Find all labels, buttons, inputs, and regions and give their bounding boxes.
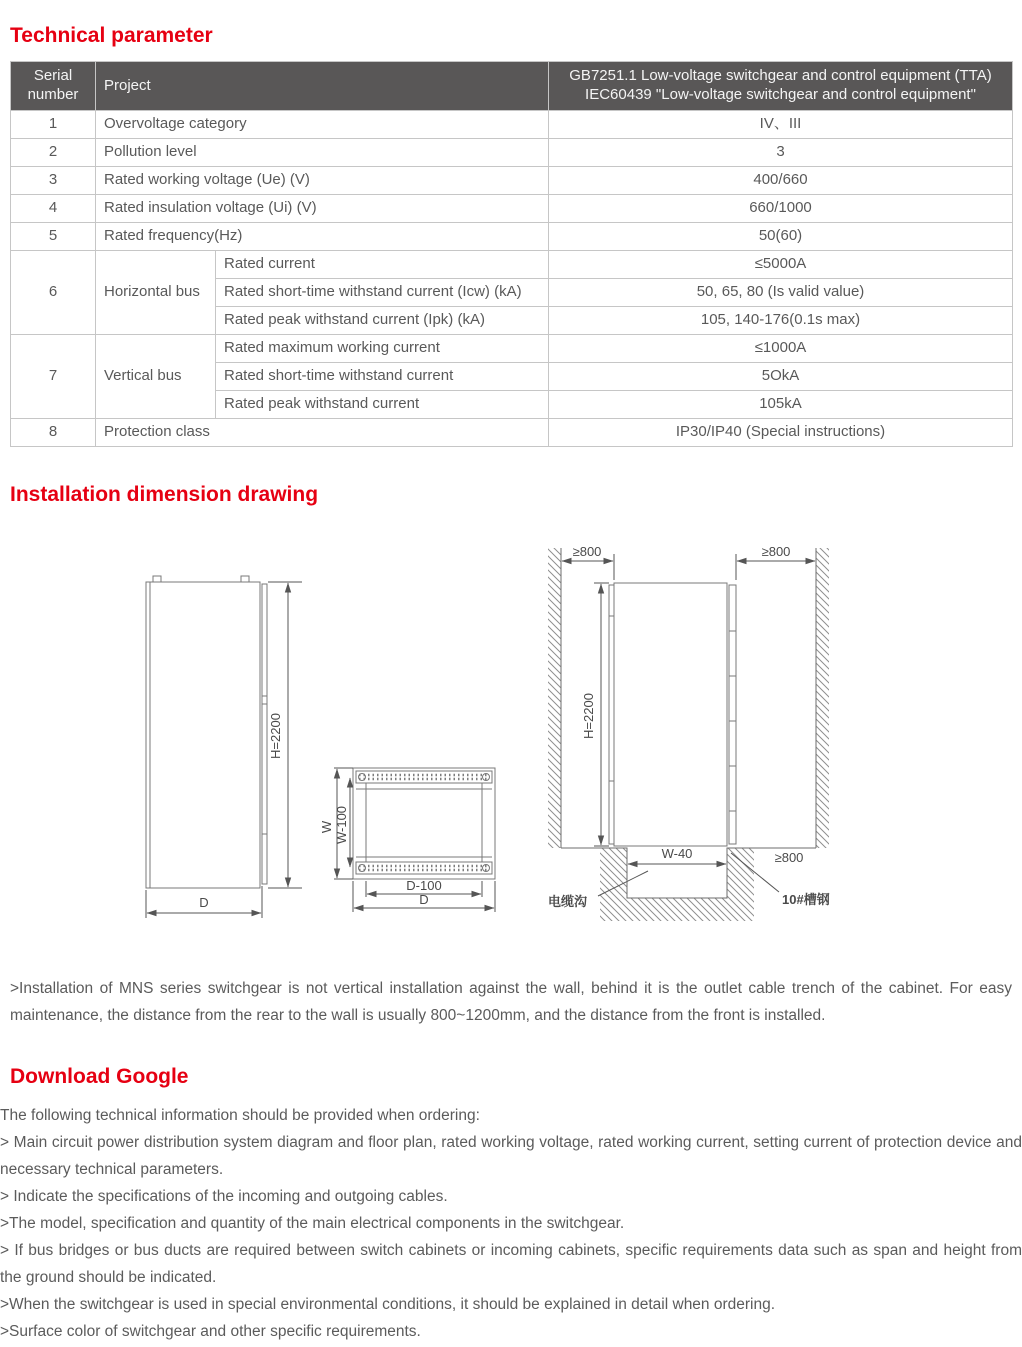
installation-note: >Installation of MNS series switchgear is not vertical installation against the wall, behind it is the outlet cable trench of the cabinet. For easy maintenance, the distance from the rear to the wall is usually 800~1200mm, and the distance from the front is installed. (10, 980, 1012, 1025)
cell-group: Vertical bus (96, 335, 216, 419)
cell-value: ≤1000A (549, 335, 1013, 363)
cell-serial: 7 (11, 335, 96, 419)
cell-value: IV、III (549, 111, 1013, 139)
top-view-width-label: W (319, 821, 334, 834)
cell-value: 105kA (549, 391, 1013, 419)
table-row (11, 111, 1013, 139)
cell-value: 50(60) (549, 223, 1013, 251)
cell-project: Rated frequency(Hz) (96, 223, 549, 251)
cell-item: Rated maximum working current (216, 335, 549, 363)
install-left-gap-label: ≥800 (572, 544, 602, 560)
cell-project: Protection class (96, 419, 549, 447)
installation-dimension-title: Installation dimension drawing (10, 483, 319, 507)
header-standard-line2: IEC60439 "Low-voltage switchgear and control equipment" (585, 86, 976, 104)
channel-steel-label: 10#槽钢 (782, 892, 830, 908)
cell-project: Pollution level (96, 139, 549, 167)
cell-value: 400/660 (549, 167, 1013, 195)
ordering-info (0, 1102, 1022, 1345)
cell-serial: 1 (11, 111, 96, 139)
header-standard-line1: GB7251.1 Low-voltage switchgear and control equipment (TTA) (569, 67, 992, 85)
technical-parameter-title: Technical parameter (10, 24, 213, 47)
cell-item: Rated current (216, 251, 549, 279)
cell-item: Rated short-time withstand current (216, 363, 549, 391)
cell-serial: 3 (11, 167, 96, 195)
top-view-depth-label: D (419, 892, 429, 908)
cell-value: ≤5000A (549, 251, 1013, 279)
install-right-gap-label: ≥800 (761, 544, 791, 560)
table-row (11, 251, 1013, 279)
ordering-item: >The model, specification and quantity of the main electrical components in the switchgear. (0, 1215, 625, 1233)
header-serial: Serial number (11, 62, 96, 111)
table-row (11, 419, 1013, 447)
install-rear-gap-label: ≥800 (774, 850, 804, 866)
cell-item: Rated peak withstand current (216, 391, 549, 419)
dimension-drawing-svg (0, 526, 1022, 926)
cell-project: Overvoltage category (96, 111, 549, 139)
side-view-height-label: H=2200 (268, 713, 283, 760)
cell-serial: 6 (11, 251, 96, 335)
ordering-item: > If bus bridges or bus ducts are required between switch cabinets or incoming cabinets, specific requirements data such as span and height from the ground should be indicated. (0, 1242, 1022, 1287)
header-standard (549, 62, 1013, 111)
ordering-item: >When the switchgear is used in special environmental conditions, it should be explained in detail when ordering. (0, 1296, 776, 1314)
cell-project: Rated working voltage (Ue) (V) (96, 167, 549, 195)
cell-value: 105, 140-176(0.1s max) (549, 307, 1013, 335)
cell-value: IP30/IP40 (Special instructions) (549, 419, 1013, 447)
header-project: Project (96, 62, 549, 111)
cell-project: Rated insulation voltage (Ui) (V) (96, 195, 549, 223)
table-row (11, 335, 1013, 363)
ordering-item: >Surface color of switchgear and other specific requirements. (0, 1323, 421, 1341)
cell-serial: 8 (11, 419, 96, 447)
ordering-item: > Main circuit power distribution system diagram and floor plan, rated working voltage, rated working current, setting current of protection device and necessary technical parameters. (0, 1134, 1022, 1179)
table-row (11, 167, 1013, 195)
cell-serial: 4 (11, 195, 96, 223)
install-trench-width-label: W-40 (661, 846, 693, 862)
top-view-depth-inner-label: D-100 (406, 878, 442, 894)
top-view-width-inner-label: W-100 (334, 806, 349, 845)
cell-group: Horizontal bus (96, 251, 216, 335)
cell-value: 50, 65, 80 (Is valid value) (549, 279, 1013, 307)
cable-trench-label: 电缆沟 (548, 894, 588, 910)
table-row (11, 195, 1013, 223)
cell-value: 660/1000 (549, 195, 1013, 223)
cell-serial: 5 (11, 223, 96, 251)
side-view-depth-label: D (199, 895, 209, 911)
ordering-item: > Indicate the specifications of the incoming and outgoing cables. (0, 1188, 448, 1206)
download-google-title: Download Google (10, 1065, 189, 1089)
cell-value: 5OkA (549, 363, 1013, 391)
cell-item: Rated peak withstand current (Ipk) (kA) (216, 307, 549, 335)
table-row (11, 139, 1013, 167)
install-height-label: H=2200 (581, 693, 596, 740)
cell-item: Rated short-time withstand current (Icw) (kA) (216, 279, 549, 307)
cell-value: 3 (549, 139, 1013, 167)
cell-serial: 2 (11, 139, 96, 167)
installation-dimension-drawing (0, 526, 1022, 931)
technical-parameter-table (10, 61, 1013, 447)
ordering-intro: The following technical information should be provided when ordering: (0, 1107, 480, 1125)
table-header-row (11, 62, 1013, 111)
table-row (11, 223, 1013, 251)
